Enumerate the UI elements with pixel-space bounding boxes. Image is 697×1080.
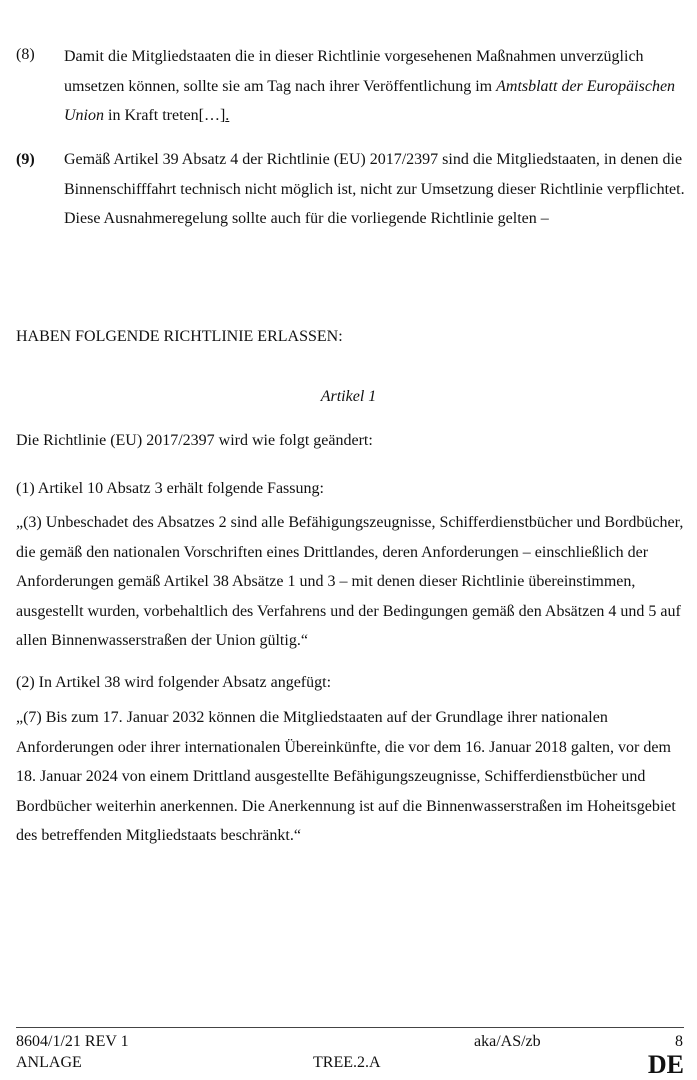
- amendment-2-heading-text: In Artikel 38 wird folgender Absatz angefügt:: [38, 674, 332, 691]
- amendment-2-heading: [16, 668, 684, 698]
- amendment-1-number: (1): [16, 480, 35, 497]
- footer-language-code: DE: [647, 1050, 684, 1079]
- recital-8-journal-title: Amtsblatt der Europäischen Union: [64, 77, 676, 124]
- footer-initials: aka/AS/zb: [474, 1033, 541, 1050]
- amendment-1-heading-text: Artikel 10 Absatz 3 erhält folgende Fassung:: [37, 480, 324, 497]
- recital-8-number: (8): [16, 46, 35, 63]
- recital-8-underlined-period: .: [225, 107, 230, 124]
- footer-page-number: 8: [675, 1033, 683, 1050]
- article-intro: Die Richtlinie (EU) 2017/2397 wird wie folgt geändert:: [16, 432, 373, 449]
- enactment-formula: HABEN FOLGENDE RICHTLINIE ERLASSEN:: [16, 328, 343, 345]
- recital-9-number: (9): [16, 151, 35, 168]
- article-title: Artikel 1: [320, 388, 377, 405]
- footer-doc-ref: 8604/1/21 REV 1: [16, 1033, 129, 1050]
- recital-9-text: Gemäß Artikel 39 Absatz 4 der Richtlinie (EU) 2017/2397 sind die Mitgliedstaaten, in denen die Binnenschifffahrt technisch nicht möglich ist, nicht zur Umsetzung dieser Richtlinie verpflichtet. Diese Ausnahmeregelung sollte auch für die vorliegende Richtlinie gelten –: [64, 151, 685, 227]
- footer-divider: [16, 1027, 684, 1028]
- recital-8-text-end: in Kraft treten[…]: [104, 107, 226, 124]
- recital-8-text: [64, 42, 686, 131]
- footer-annex: ANLAGE: [16, 1054, 82, 1071]
- amendment-2-number: (2): [16, 674, 35, 691]
- amendment-1-quote: „(3) Unbeschadet des Absatzes 2 sind alle Befähigungszeugnisse, Schifferdienstbücher und Bordbücher, die gemäß den nationalen Vorschriften eines Drittlandes, deren Anforderungen – einschließlich der Anforderungen gemäß Artikel 38 Absätze 1 und 3 – mit denen dieser Richtlinie übereinstimmen, ausgestellt wurden, vorbehaltlich des Verfahrens und der Bedingungen gemäß den Absätzen 4 und 5 auf allen Binnenwasserstraßen der Union gültig.“: [16, 514, 684, 649]
- recital-8-text-start: Damit die Mitgliedstaaten die in dieser Richtlinie vorgesehenen Maßnahmen unverzüglich umsetzen können, sollte sie am Tag nach ihrer Veröffentlichung im: [64, 48, 644, 95]
- amendment-2-quote: „(7) Bis zum 17. Januar 2032 können die Mitgliedstaaten auf der Grundlage ihrer nationalen Anforderungen oder ihrer internationalen Übereinkünfte, die vor dem 16. Januar 2018 galten, vor dem 18. Januar 2024 von einem Drittland ausgestellte Befähigungszeugnisse, Schifferdienstbücher und Bordbücher weiterhin anerkennen. Die Anerkennung ist auf die Binnenwasserstraßen im Hoheitsgebiet des betreffenden Mitgliedstaats beschränkt.“: [16, 709, 676, 844]
- footer-department: TREE.2.A: [313, 1054, 381, 1071]
- amendment-1-heading: [16, 474, 684, 504]
